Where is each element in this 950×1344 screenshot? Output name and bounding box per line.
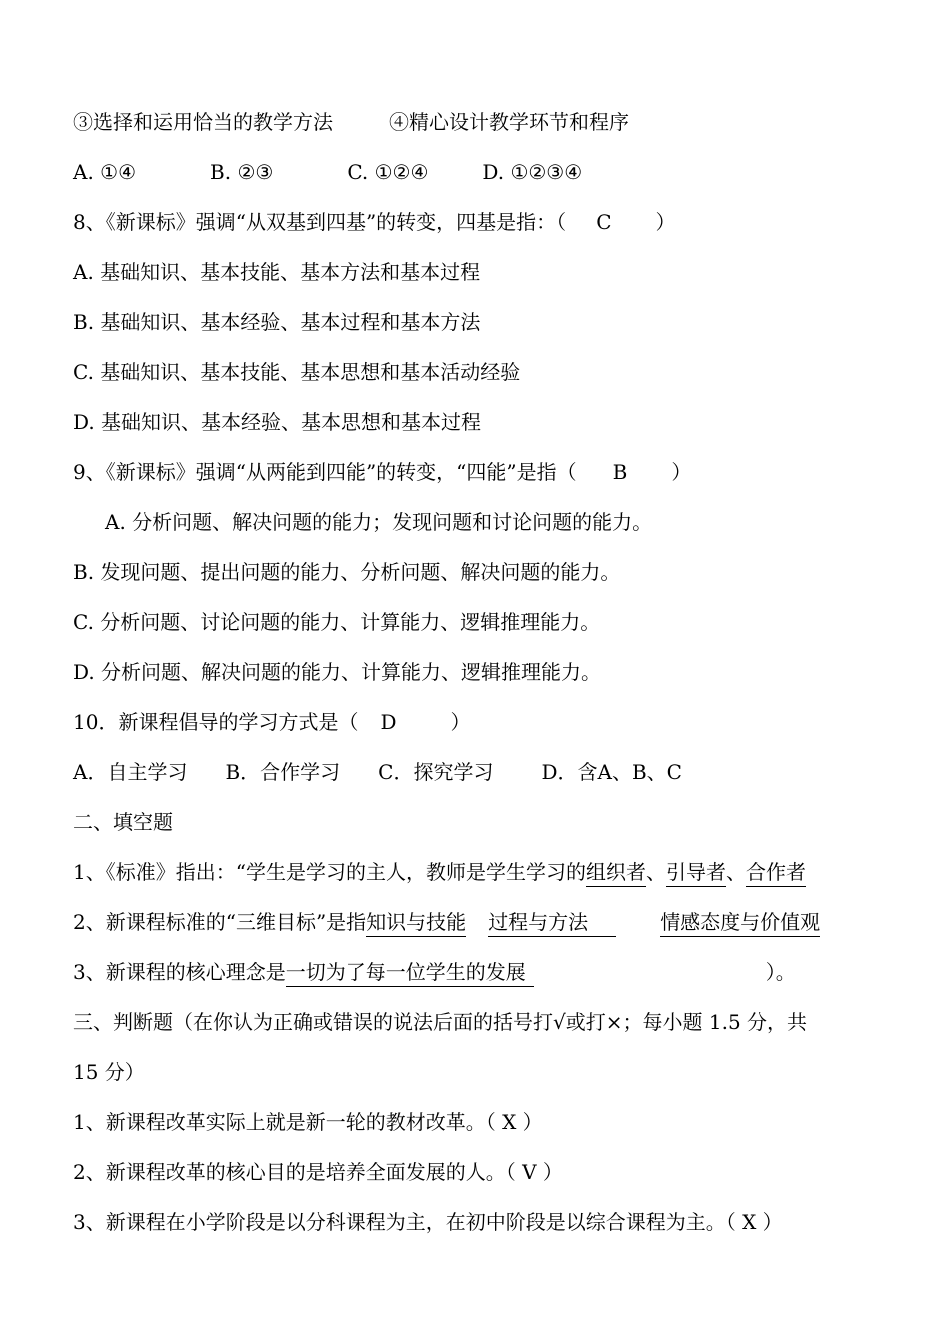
option-4: ④精心设计教学环节和程序 <box>389 110 629 134</box>
true-false-1: 1、新课程改革实际上就是新一轮的教材改革。（ X ） <box>73 1110 543 1134</box>
question-9-text: 9、《新课标》强调“从两能到四能”的转变，“四能”是指（ <box>73 460 577 484</box>
q9-choice-b: B. 发现问题、提出问题的能力、分析问题、解决问题的能力。 <box>73 560 621 584</box>
fill-blank-3 <box>73 958 796 986</box>
blank-answer: 合作者 <box>746 860 806 887</box>
q9-choice-d: D. 分析问题、解决问题的能力、计算能力、逻辑推理能力。 <box>73 660 602 684</box>
q8-choice-d: D. 基础知识、基本经验、基本思想和基本过程 <box>73 410 482 434</box>
question-9-answer: B <box>612 460 628 484</box>
choice-b: B．合作学习 <box>225 760 341 784</box>
choice-c: C．探究学习 <box>378 760 494 784</box>
question-10-answer: D <box>380 710 397 734</box>
choice-a: A. ①④ <box>73 160 137 184</box>
blank-answer: 情感态度与价值观 <box>660 910 820 937</box>
choice-b: B. ②③ <box>210 160 274 184</box>
question-8-text: 8、《新课标》强调“从双基到四基”的转变，四基是指：（ <box>73 210 567 234</box>
q8-choice-a: A. 基础知识、基本技能、基本方法和基本过程 <box>73 260 481 284</box>
separator: 、 <box>645 860 666 884</box>
choice-c: C. ①②④ <box>347 160 429 184</box>
fill-blank-2 <box>73 908 820 936</box>
choice-d: D．含A、B、C <box>541 760 682 784</box>
section-heading-true-false-cont: 15 分） <box>73 1060 145 1084</box>
blank-answer: 一切为了每一位学生的发展 <box>286 960 534 987</box>
question-10-close: ） <box>450 710 471 734</box>
blank-answer: 知识与技能 <box>366 910 466 937</box>
q7-choices <box>73 158 582 186</box>
fill-blank-3-text: 3、新课程的核心理念是 <box>73 960 286 984</box>
question-8-answer: C <box>596 210 612 234</box>
section-heading-true-false: 三、判断题（在你认为正确或错误的说法后面的括号打√或打×；每小题 1.5 分，共 <box>73 1010 808 1034</box>
question-9-close: ） <box>671 460 692 484</box>
q9-choice-a: A. 分析问题、解决问题的能力；发现问题和讨论问题的能力。 <box>105 510 653 534</box>
question-8 <box>73 208 676 236</box>
fill-blank-2-text: 2、新课程标准的“三维目标”是指 <box>73 910 367 934</box>
q10-choices <box>73 758 682 786</box>
true-false-3: 3、新课程在小学阶段是以分科课程为主，在初中阶段是以综合课程为主。（ X ） <box>73 1210 783 1234</box>
q9-choice-c: C. 分析问题、讨论问题的能力、计算能力、逻辑推理能力。 <box>73 610 601 634</box>
blank-answer: 组织者 <box>586 860 646 887</box>
separator: 、 <box>725 860 746 884</box>
question-10 <box>73 708 471 736</box>
fill-blank-1-text: 1、《标准》指出：“学生是学习的主人，教师是学生学习的 <box>73 860 586 884</box>
choice-a: A．自主学习 <box>73 760 188 784</box>
option-line-3-4 <box>73 108 629 136</box>
section-heading-fill-blank: 二、填空题 <box>73 810 173 834</box>
blank-answer: 引导者 <box>666 860 726 887</box>
blank-answer: 过程与方法 <box>488 910 616 937</box>
q8-choice-c: C. 基础知识、基本技能、基本思想和基本活动经验 <box>73 360 521 384</box>
fill-blank-3-close: ）。 <box>765 960 796 984</box>
question-9 <box>73 458 691 486</box>
option-3: ③选择和运用恰当的教学方法 <box>73 110 333 134</box>
choice-d: D. ①②③④ <box>482 160 583 184</box>
question-10-text: 10．新课程倡导的学习方式是（ <box>73 710 359 734</box>
fill-blank-1 <box>73 858 806 886</box>
question-8-close: ） <box>655 210 676 234</box>
true-false-2: 2、新课程改革的核心目的是培养全面发展的人。（ V ） <box>73 1160 563 1184</box>
q8-choice-b: B. 基础知识、基本经验、基本过程和基本方法 <box>73 310 481 334</box>
